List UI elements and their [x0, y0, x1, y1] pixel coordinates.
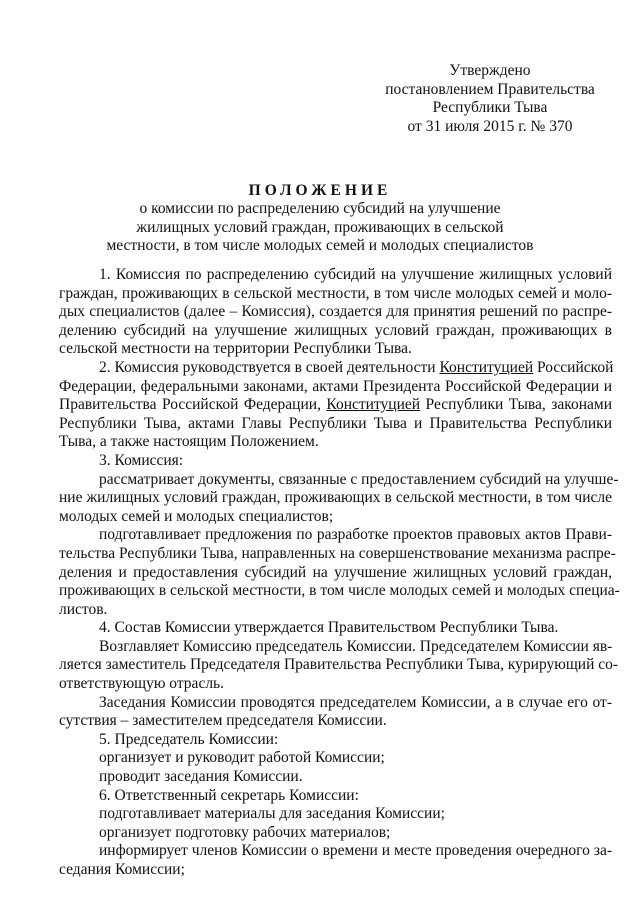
text-line: организует подготовку рабочих материалов;: [99, 823, 391, 841]
text-line: проводит заседания Комиссии.: [99, 768, 303, 786]
text-line: рассматривает документы, связанные с предоставлением субсидий на улучше-: [99, 470, 619, 488]
text-line: подготавливает предложения по разработке проектов правовых актов Прави-: [99, 526, 612, 544]
text-line: 4. Состав Комиссии утверждается Правительством Республики Тыва.: [99, 619, 559, 637]
text-line: молодых семей и молодых специалистов;: [59, 507, 334, 525]
text-line: ние жилищных условий граждан, проживающих в сельской местности, в том числе: [59, 489, 612, 507]
text-line: ляется заместитель Председателя Правительства Республики Тыва, курирующий со-: [59, 656, 619, 674]
approval-line: постановлением Правительства: [385, 80, 595, 98]
document-body: [59, 266, 620, 880]
text-fragment: Правительства Российской Федерации,: [59, 396, 327, 414]
approval-line: Утверждено: [449, 62, 531, 79]
approval-stamp: [372, 62, 608, 136]
document-title: ПОЛОЖЕНИЕ: [248, 182, 392, 199]
text-line: делению субсидий на улучшение жилищных условий граждан, проживающих в: [59, 321, 612, 339]
text-line: Тыва, а также настоящим Положением.: [59, 433, 319, 451]
text-line: деления и предоставления субсидий на улучшение жилищных условий граждан,: [59, 563, 612, 581]
text-fragment: Республики Тыва, законами: [420, 396, 612, 414]
text-line: седания Комиссии;: [59, 861, 185, 878]
text-line: организует и руководит работой Комиссии;: [99, 749, 385, 767]
text-line: Возглавляет Комиссию председатель Комиссии. Председателем Комиссии яв-: [99, 637, 613, 655]
text-line: Заседания Комиссии проводятся председателем Комиссии, а в случае его от-: [99, 693, 612, 711]
text-line: Федерации, федеральными законами, актами Президента Российской Федерации и: [59, 377, 612, 395]
text-fragment: 2. Комиссия руководствуется в своей деятельности: [99, 358, 440, 376]
text-fragment: Российской: [533, 358, 614, 376]
text-line: тельства Республики Тыва, направленных на совершенствование механизма распре-: [59, 544, 616, 562]
text-line: [59, 359, 612, 378]
text-line: сутствия – заместителем председателя Комиссии.: [59, 712, 387, 730]
subtitle-line: местности, в том числе молодых семей и молодых специалистов: [106, 237, 534, 254]
text-line: [59, 396, 612, 415]
text-line: ответствующую отрасль.: [59, 675, 224, 693]
subtitle-line: о комиссии по распределению субсидий на улучшение: [139, 200, 501, 217]
text-line: граждан, проживающих в сельской местности, в том числе молодых семей и моло-: [59, 284, 612, 302]
approval-line: Республики Тыва: [432, 99, 548, 116]
text-line: сельской местности на территории Республики Тыва.: [59, 340, 412, 358]
subtitle-line: жилищных условий граждан, проживающих в сельской: [136, 218, 504, 236]
text-line: подготавливает материалы для заседания Комиссии;: [99, 805, 445, 823]
constitution-tyva-link[interactable]: Конституцией: [326, 396, 421, 414]
text-line: Республики Тыва, актами Главы Республики Тыва и Правительства Республики: [59, 414, 612, 432]
text-line: 6. Ответственный секретарь Комиссии:: [99, 786, 359, 804]
document-subtitle: [0, 200, 640, 256]
text-line: 3. Комиссия:: [99, 451, 184, 469]
text-line: проживающих в сельской местности, в том числе молодых семей и молодых специа-: [59, 582, 620, 600]
constitution-rf-link[interactable]: Конституцией: [439, 358, 534, 376]
text-line: 5. Председатель Комиссии:: [99, 730, 279, 748]
approval-date-line: от 31 июля 2015 г. № 370: [407, 117, 573, 135]
text-line: листов.: [59, 600, 108, 618]
text-line: 1. Комиссия по распределению субсидий на улучшение жилищных условий: [99, 266, 612, 283]
text-line: дых специалистов (далее – Комиссия), создается для принятия решений по распре-: [59, 303, 612, 321]
text-line: информирует членов Комиссии о времени и месте проведения очередного за-: [99, 842, 612, 860]
